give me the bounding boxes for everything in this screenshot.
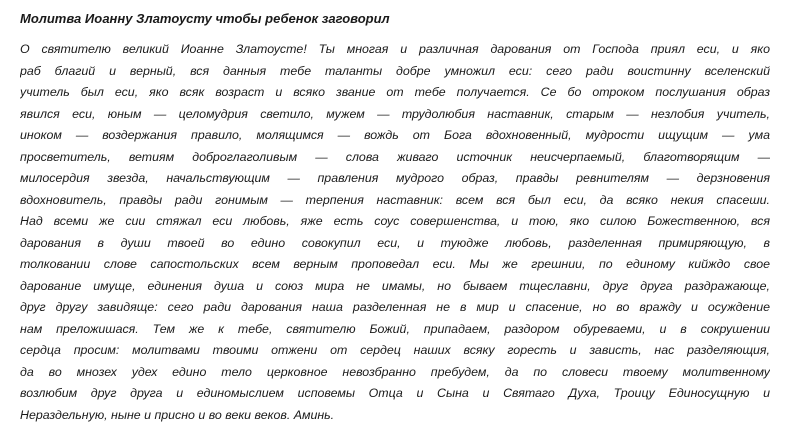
text-line: иноком — воздержания правило, молящимся — вождь от Бога вдохновенный, мудрости ищущим — ума (20, 128, 770, 142)
text-line: нам преложишася. Тем же к тебе, святителю Божий, припадаем, раздором обуреваеми, и в сокрушении (20, 321, 770, 336)
text-line: возлюбим друг друга и единомыслием исповемы Отца и Сына и Святаго Духа, Троицу Единосущную и (20, 386, 770, 400)
text-line: сердца просим: молитвами твоими отжени от сердец наших всяку горесть и зависть, нас разделяющия, (20, 343, 770, 357)
text-line: явился еси, юным — целомудрия светило, мужем — трудолюбия наставник, старым — незлобия учитель, (20, 106, 770, 121)
text-line: раб благий и верный, вся данныя тебе таланты добре умножил еси: сего ради воистинну вселенский (20, 63, 770, 78)
prayer-text (20, 39, 770, 426)
text-line: друг другу завидяще: сего ради дарования наша разделенная не в мир и спасение, но во вражду и осуждение (20, 300, 770, 314)
text-line: Нераздельную, ныне и присно и во веки веков. Аминь. (20, 407, 335, 422)
text-line: О святителю великий Иоанне Златоусте! Ты многая и различная дарования от Господа приял еси, и яко (20, 42, 770, 56)
document (20, 10, 770, 426)
text-line: вдохновитель, правды ради гонимым — терпения наставник: всем вся был еси, да всяко некия спасеши. (20, 192, 770, 207)
text-line: Над всеми же сии стяжал еси любовь, яже есть соус совершенства, и тою, яко силою Божественною, вся (20, 214, 770, 228)
text-line: учитель был еси, яко всяк возраст и всяко звание от тебе получается. Се бо отроком послушания образ (20, 85, 770, 99)
text-line: дарования в души твоей во едино совокупил еси, и туюдже любовь, разделенная примиряющую, в (20, 235, 770, 250)
text-line: милосердия звезда, начальствующим — правления мудрого образ, правды ревнителям — дерзновения (20, 171, 770, 185)
text-line: дарование имуще, единения душа и союз мира не имамы, но бываем тщеславни, друг друга раздражающе, (20, 278, 770, 293)
text-line: да во мнозех удех едино тело церковное невозбранно пребудем, да по словеси твоему молитвенному (20, 364, 770, 379)
document-title: Молитва Иоанну Златоусту чтобы ребенок заговорил (20, 11, 390, 26)
text-line: просветитель, ветиям доброглаголивым — слова живаго источник неисчерпаемый, благотворящим — (20, 149, 770, 164)
text-line: толковании слове сапостольских всем верным проповедал еси. Мы же грешнии, по единому кийждо свое (20, 257, 770, 271)
